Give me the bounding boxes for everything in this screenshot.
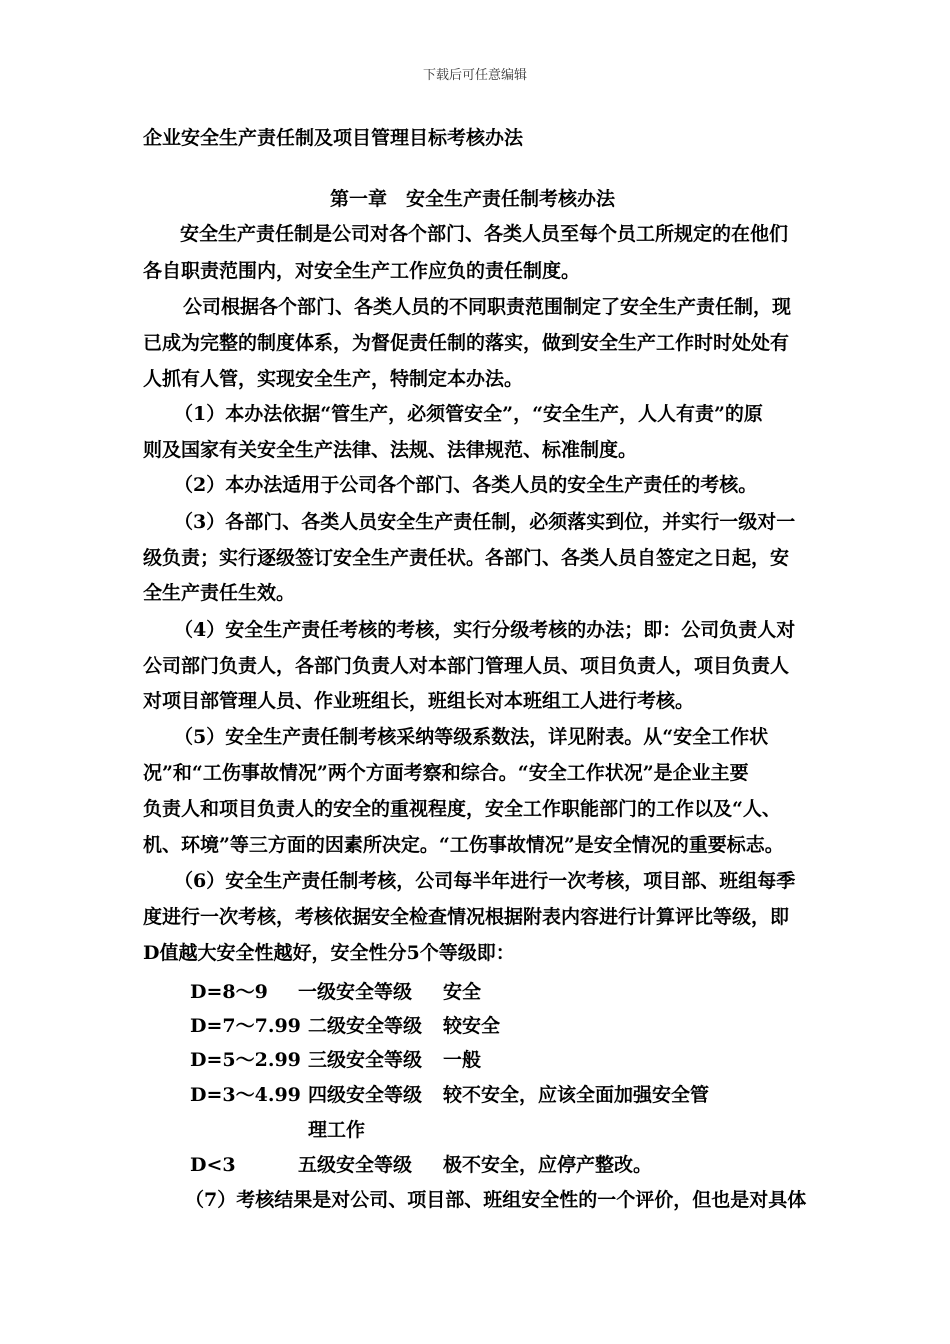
paragraph-line: 人抓有人管，实现安全生产，特制定本办法。 bbox=[143, 368, 524, 390]
paragraph-line: （5）安全生产责任制考核采纳等级系数法，详见附表。从“安全工作状 bbox=[174, 726, 769, 748]
paragraph-line: 全生产责任生效。 bbox=[143, 582, 296, 604]
grade-level: 三级安全等级 bbox=[308, 1049, 423, 1071]
grade-description: 安全 bbox=[443, 981, 482, 1003]
grade-description: 极不安全，应停产整改。 bbox=[443, 1154, 653, 1176]
paragraph-line: 公司根据各个部门、各类人员的不同职责范围制定了安全生产责任制，现 bbox=[183, 296, 792, 318]
paragraph-line: 对项目部管理人员、作业班组长，班组长对本班组工人进行考核。 bbox=[143, 690, 695, 712]
grade-level: 一级安全等级 bbox=[298, 981, 413, 1003]
grade-range: D<3 bbox=[190, 1154, 236, 1176]
paragraph-line: （2）本办法适用于公司各个部门、各类人员的安全生产责任的考核。 bbox=[174, 474, 758, 496]
page-header: 下载后可任意编辑 bbox=[422, 68, 527, 83]
grade-level: 二级安全等级 bbox=[308, 1015, 423, 1037]
grade-description: 较安全 bbox=[443, 1015, 501, 1037]
grade-range: D=3～4.99 bbox=[190, 1084, 301, 1106]
paragraph-line: 公司部门负责人，各部门负责人对本部门管理人员、项目负责人，项目负责人 bbox=[143, 655, 790, 677]
paragraph-line: （7）考核结果是对公司、项目部、班组安全性的一个评价，但也是对具体 bbox=[185, 1189, 807, 1211]
paragraph-line: 安全生产责任制是公司对各个部门、各类人员至每个员工所规定的在他们 bbox=[180, 223, 789, 245]
grade-description-continuation: 理工作 bbox=[308, 1119, 366, 1141]
grade-range: D=5～2.99 bbox=[190, 1049, 301, 1071]
paragraph-line: 机、环境”等三方面的因素所决定。“工伤事故情况”是安全情况的重要标志。 bbox=[143, 834, 784, 856]
paragraph-line: （6）安全生产责任制考核，公司每半年进行一次考核，项目部、班组每季 bbox=[174, 870, 796, 892]
paragraph-line: D值越大安全性越好，安全性分5个等级即： bbox=[143, 942, 515, 964]
grade-range: D=7～7.99 bbox=[190, 1015, 301, 1037]
document-title: 企业安全生产责任制及项目管理目标考核办法 bbox=[143, 127, 524, 149]
grade-range: D=8～9 bbox=[190, 981, 268, 1003]
grade-level: 四级安全等级 bbox=[308, 1084, 423, 1106]
paragraph-line: （4）安全生产责任考核的考核，实行分级考核的办法；即：公司负责人对 bbox=[174, 619, 796, 641]
paragraph-line: 级负责；实行逐级签订安全生产责任状。各部门、各类人员自签定之日起，安 bbox=[143, 547, 790, 569]
paragraph-line: 况”和“工伤事故情况”两个方面考察和综合。“安全工作状况”是企业主要 bbox=[143, 762, 749, 784]
grade-description: 较不安全，应该全面加强安全管 bbox=[443, 1084, 710, 1106]
chapter-heading: 第一章 安全生产责任制考核办法 bbox=[330, 188, 616, 210]
paragraph-line: 各自职责范围内，对安全生产工作应负的责任制度。 bbox=[143, 260, 581, 282]
paragraph-line: （3）各部门、各类人员安全生产责任制，必须落实到位，并实行一级对一 bbox=[174, 511, 796, 533]
paragraph-line: 则及国家有关安全生产法律、法规、法律规范、标准制度。 bbox=[143, 439, 638, 461]
paragraph-line: 负责人和项目负责人的安全的重视程度，安全工作职能部门的工作以及“人、 bbox=[143, 798, 781, 820]
paragraph-line: （1）本办法依据“管生产，必须管安全”，“安全生产，人人有责”的原 bbox=[174, 403, 763, 425]
grade-description: 一般 bbox=[443, 1049, 482, 1071]
grade-level: 五级安全等级 bbox=[298, 1154, 413, 1176]
paragraph-line: 已成为完整的制度体系，为督促责任制的落实，做到安全生产工作时时处处有 bbox=[143, 332, 790, 354]
paragraph-line: 度进行一次考核，考核依据安全检查情况根据附表内容进行计算评比等级，即 bbox=[143, 906, 790, 928]
